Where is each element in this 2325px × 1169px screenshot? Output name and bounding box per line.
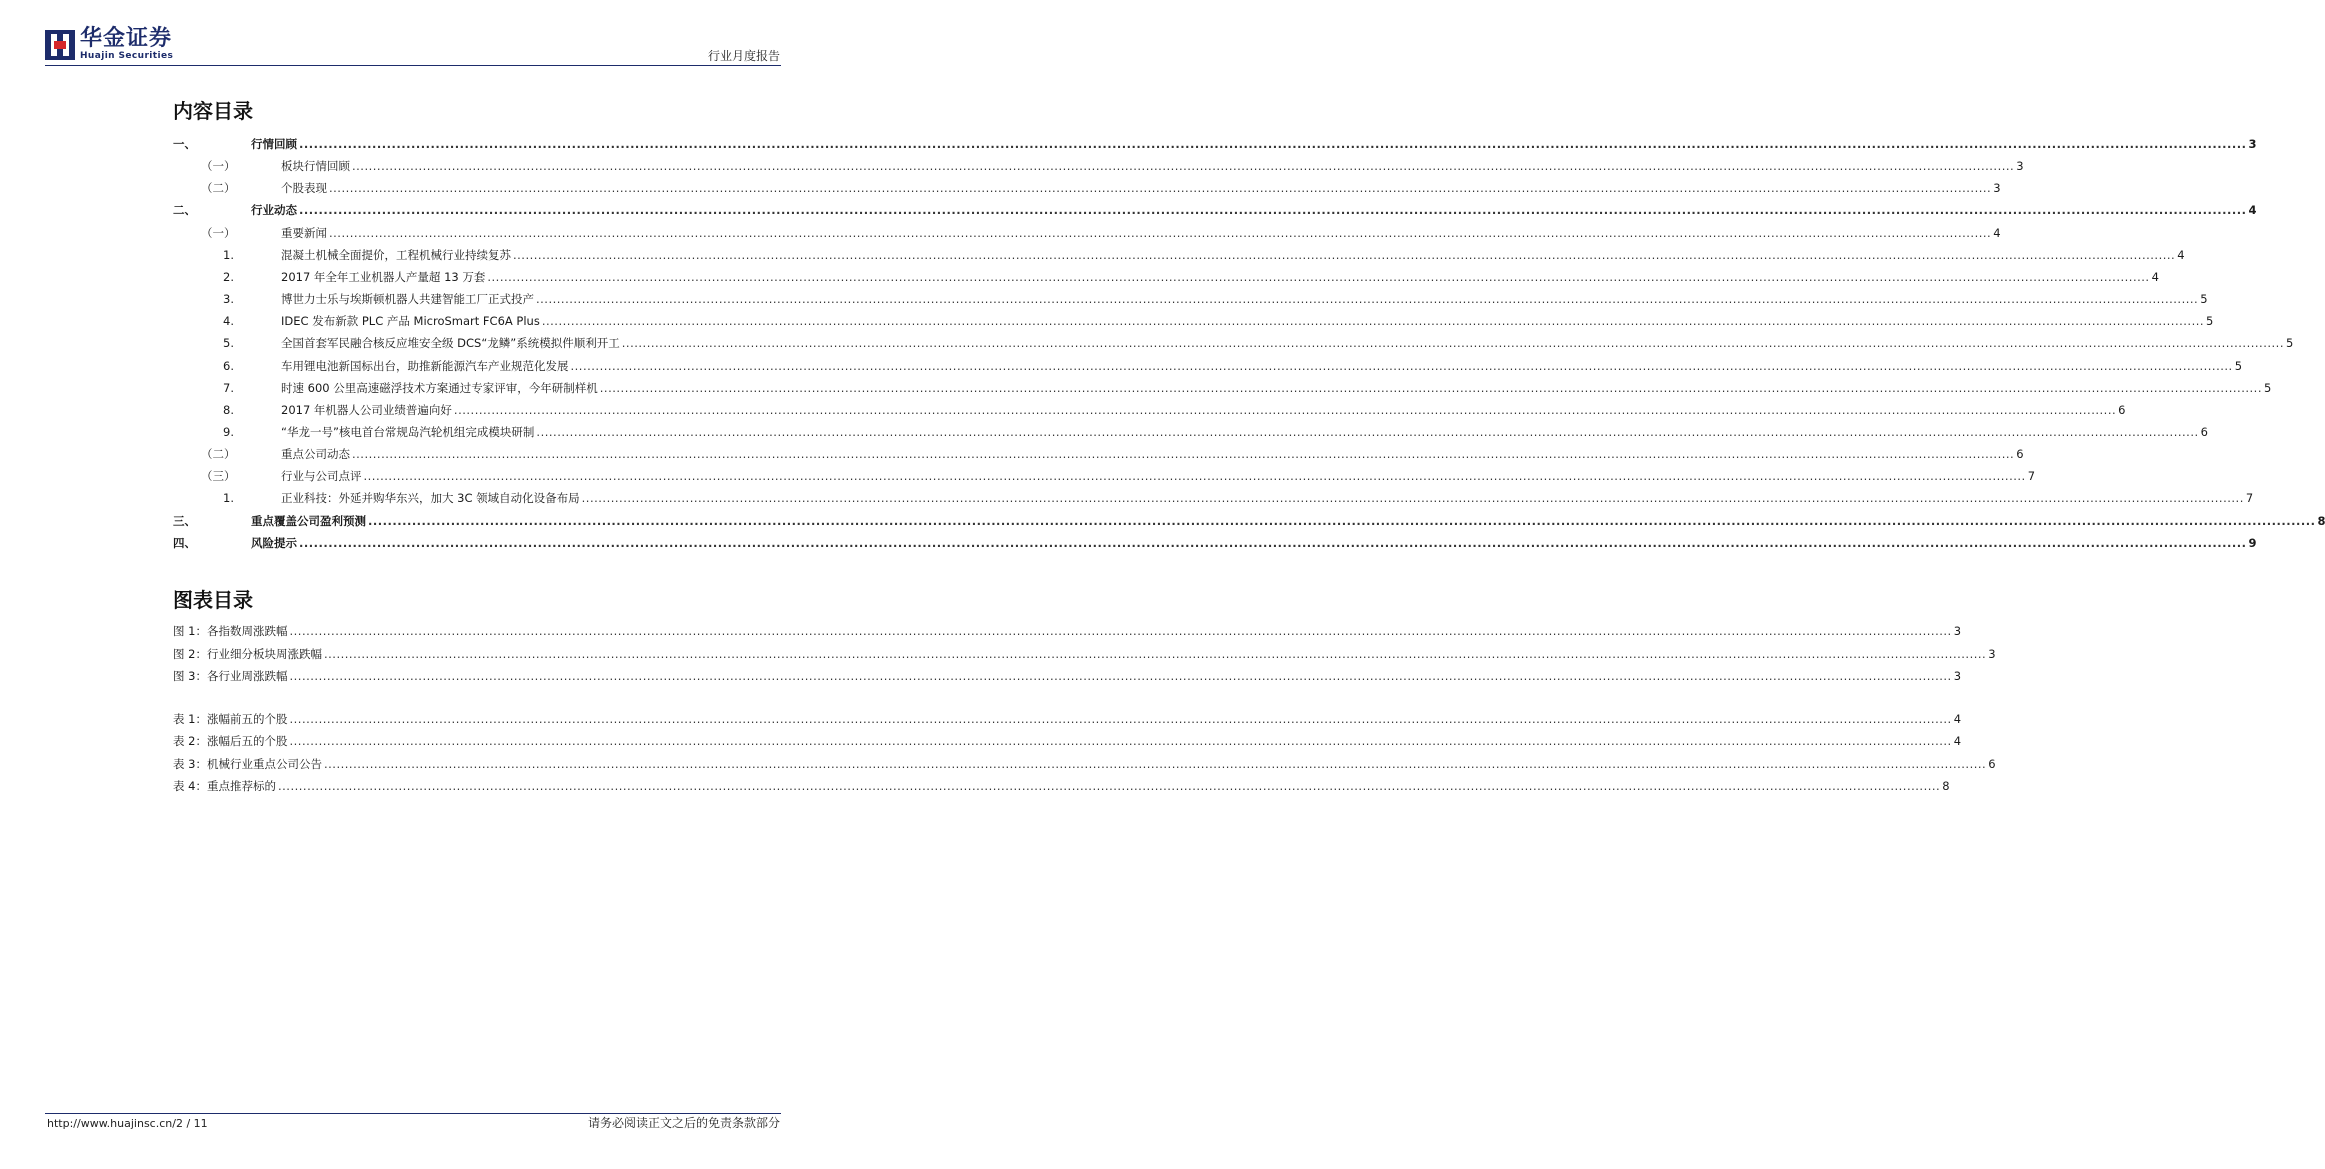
toc-entry-label: 个股表现 bbox=[281, 181, 327, 196]
table-entry[interactable] bbox=[173, 711, 1962, 727]
figure-entry[interactable] bbox=[173, 623, 1962, 639]
dot-leader: ................................................................................................................................................................................................................................................................................................................................................................................................................ bbox=[536, 292, 2199, 307]
toc-entry[interactable] bbox=[173, 402, 2126, 418]
dot-leader: ................................................................................................................................................................................................................................................................................................................................................................................................................ bbox=[513, 247, 2176, 262]
dot-leader: ................................................................................................................................................................................................................................................................................................................................................................................................................ bbox=[621, 336, 2284, 351]
toc-entry[interactable] bbox=[173, 158, 2024, 174]
toc-entry-label: “华龙一号”核电首台常规岛汽轮机组完成模块研制 bbox=[281, 424, 535, 439]
toc-entry-page: 3 bbox=[1953, 669, 1962, 683]
dot-leader: ................................................................................................................................................................................................................................................................................................................................................................................................................ bbox=[363, 469, 2026, 484]
toc-entry-page: 4 bbox=[2151, 269, 2159, 284]
toc-entry-number: 7. bbox=[223, 380, 234, 395]
toc-title: 内容目录 bbox=[173, 99, 253, 123]
brand-name-en: Huajin Securities bbox=[80, 51, 174, 61]
toc-entry-page: 6 bbox=[2118, 402, 2126, 417]
toc-entry-number: （一） bbox=[201, 159, 236, 174]
dot-leader: ................................................................................................................................................................................................................................................................................................................................................................................................................ bbox=[289, 712, 1952, 726]
toc-entry-number: 二、 bbox=[173, 203, 196, 218]
dot-leader: ................................................................................................................................................................................................................................................................................................................................................................................................................ bbox=[352, 159, 2015, 174]
toc-entry[interactable] bbox=[173, 513, 2325, 529]
toc-entry-number: 3. bbox=[223, 292, 234, 307]
toc-entry-number: 1. bbox=[223, 247, 234, 262]
toc-entry[interactable] bbox=[173, 202, 2257, 218]
toc-entry[interactable] bbox=[173, 490, 2254, 506]
figure-entry[interactable] bbox=[173, 646, 1996, 662]
toc-entry-page: 8 bbox=[2317, 513, 2325, 528]
table-entry[interactable] bbox=[173, 733, 1962, 749]
dot-leader: ................................................................................................................................................................................................................................................................................................................................................................................................................ bbox=[487, 269, 2150, 284]
dot-leader: ................................................................................................................................................................................................................................................................................................................................................................................................................ bbox=[299, 535, 2247, 550]
toc-entry-page: 3 bbox=[1953, 624, 1962, 638]
toc-entry-label: 时速 600 公里高速磁浮技术方案通过专家评审，今年研制样机 bbox=[281, 380, 598, 395]
toc-entry-page: 7 bbox=[2245, 491, 2254, 506]
toc-entry-page: 3 bbox=[2248, 137, 2257, 151]
toc-entry-label: 2017 年机器人公司业绩普遍向好 bbox=[281, 402, 452, 417]
toc-entry-label: 重点覆盖公司盈利预测 bbox=[251, 513, 366, 528]
toc-entry-page: 4 bbox=[2248, 203, 2257, 218]
dot-leader: ................................................................................................................................................................................................................................................................................................................................................................................................................ bbox=[277, 778, 1941, 793]
dot-leader: ................................................................................................................................................................................................................................................................................................................................................................................................................ bbox=[541, 314, 2205, 329]
toc-entry-number: 2. bbox=[223, 269, 234, 284]
figure-entry[interactable] bbox=[173, 668, 1962, 684]
dot-leader: ................................................................................................................................................................................................................................................................................................................................................................................................................ bbox=[329, 225, 1992, 240]
document-type: 行业月度报告 bbox=[707, 49, 780, 63]
toc-entry-page: 9 bbox=[2248, 535, 2257, 550]
toc-entry[interactable] bbox=[173, 269, 2159, 285]
figure-list-title: 图表目录 bbox=[173, 588, 253, 612]
table-entry[interactable] bbox=[173, 778, 1950, 794]
footer-url-page: http://www.huajinsc.cn/2 / 11 bbox=[47, 1117, 208, 1130]
toc-entry-label: 表 3：机械行业重点公司公告 bbox=[173, 756, 322, 771]
toc-entry-page: 3 bbox=[2016, 159, 2024, 174]
toc-entry-number: 8. bbox=[223, 402, 234, 417]
toc-entry-page: 5 bbox=[2234, 358, 2243, 373]
toc-entry-number: 三、 bbox=[173, 513, 196, 528]
toc-entry-page: 5 bbox=[2263, 380, 2272, 395]
toc-entry-label: 板块行情回顾 bbox=[281, 159, 350, 174]
toc-entry-page: 3 bbox=[1988, 646, 1996, 661]
header-divider bbox=[45, 65, 781, 66]
toc-entry-page: 6 bbox=[2016, 447, 2024, 462]
toc-entry-label: 表 4：重点推荐标的 bbox=[173, 778, 276, 793]
dot-leader: ................................................................................................................................................................................................................................................................................................................................................................................................................ bbox=[323, 756, 1987, 771]
toc-entry[interactable] bbox=[173, 180, 2001, 196]
toc-entry[interactable] bbox=[173, 380, 2272, 396]
dot-leader: ................................................................................................................................................................................................................................................................................................................................................................................................................ bbox=[536, 424, 2199, 439]
toc-entry[interactable] bbox=[173, 225, 2001, 241]
toc-entry-page: 4 bbox=[1993, 225, 2001, 240]
toc-entry-label: 重要新闻 bbox=[281, 225, 327, 240]
table-entry[interactable] bbox=[173, 756, 1996, 772]
toc-entry-label: 图 1：各指数周涨跌幅 bbox=[173, 624, 288, 638]
toc-entry-label: 行业与公司点评 bbox=[281, 469, 362, 484]
toc-entry-number: 4. bbox=[223, 314, 234, 329]
toc-entry-label: IDEC 发布新款 PLC 产品 MicroSmart FC6A Plus bbox=[281, 314, 540, 329]
toc-entry-number: 1. bbox=[223, 491, 234, 506]
footer-divider bbox=[45, 1113, 781, 1114]
toc-entry-label: 图 3：各行业周涨跌幅 bbox=[173, 669, 288, 683]
toc-entry[interactable] bbox=[173, 535, 2257, 551]
toc-entry-page: 7 bbox=[2027, 469, 2036, 484]
dot-leader: ................................................................................................................................................................................................................................................................................................................................................................................................................ bbox=[299, 203, 2247, 218]
toc-entry-page: 4 bbox=[1953, 712, 1962, 726]
dot-leader: ................................................................................................................................................................................................................................................................................................................................................................................................................ bbox=[368, 513, 2316, 528]
huajin-logo-icon bbox=[45, 30, 75, 60]
toc-entry[interactable] bbox=[173, 446, 2024, 462]
toc-entry-label: 图 2：行业细分板块周涨跌幅 bbox=[173, 646, 322, 661]
toc-entry-label: 表 2：涨幅后五的个股 bbox=[173, 734, 288, 749]
toc-entry-page: 4 bbox=[1953, 734, 1962, 749]
toc-entry-label: 风险提示 bbox=[251, 535, 297, 550]
toc-entry[interactable] bbox=[173, 247, 2185, 263]
dot-leader: ................................................................................................................................................................................................................................................................................................................................................................................................................ bbox=[453, 402, 2117, 417]
toc-entry-page: 5 bbox=[2206, 314, 2214, 329]
toc-entry-number: （二） bbox=[201, 181, 236, 196]
toc-entry[interactable] bbox=[173, 424, 2208, 440]
dot-leader: ................................................................................................................................................................................................................................................................................................................................................................................................................ bbox=[352, 447, 2015, 462]
toc-entry-number: 6. bbox=[223, 358, 234, 373]
toc-entry-page: 3 bbox=[1993, 181, 2001, 196]
toc-entry[interactable] bbox=[173, 468, 2036, 484]
dot-leader: ................................................................................................................................................................................................................................................................................................................................................................................................................ bbox=[323, 646, 1987, 661]
dot-leader: ................................................................................................................................................................................................................................................................................................................................................................................................................ bbox=[289, 669, 1952, 683]
toc-entry-page: 6 bbox=[2200, 424, 2208, 439]
toc-entry-number: 9. bbox=[223, 424, 234, 439]
toc-entry[interactable] bbox=[173, 358, 2243, 374]
toc-entry-page: 4 bbox=[2177, 247, 2185, 262]
toc-entry-number: 一、 bbox=[173, 137, 196, 151]
toc-entry-number: 5. bbox=[223, 336, 234, 351]
toc-entry-label: 混凝土机械全面提价，工程机械行业持续复苏 bbox=[281, 247, 511, 262]
dot-leader: ................................................................................................................................................................................................................................................................................................................................................................................................................ bbox=[599, 380, 2262, 395]
toc-entry[interactable] bbox=[173, 136, 2257, 152]
toc-entry-label: 表 1：涨幅前五的个股 bbox=[173, 712, 288, 726]
toc-entry-page: 8 bbox=[1942, 778, 1950, 793]
toc-entry-label: 车用锂电池新国标出台，助推新能源汽车产业规范化发展 bbox=[281, 358, 569, 373]
dot-leader: ................................................................................................................................................................................................................................................................................................................................................................................................................ bbox=[299, 137, 2247, 151]
dot-leader: ................................................................................................................................................................................................................................................................................................................................................................................................................ bbox=[289, 624, 1952, 638]
toc-entry-page: 5 bbox=[2200, 292, 2208, 307]
toc-entry-page: 5 bbox=[2285, 336, 2294, 351]
toc-entry[interactable] bbox=[173, 335, 2294, 351]
toc-entry-page: 6 bbox=[1988, 756, 1996, 771]
toc-entry-number: （三） bbox=[201, 469, 236, 484]
brand-name-cn: 华金证券 bbox=[80, 26, 173, 51]
dot-leader: ................................................................................................................................................................................................................................................................................................................................................................................................................ bbox=[329, 181, 1992, 196]
toc-entry[interactable] bbox=[173, 313, 2214, 329]
toc-entry[interactable] bbox=[173, 291, 2208, 307]
dot-leader: ................................................................................................................................................................................................................................................................................................................................................................................................................ bbox=[289, 734, 1952, 749]
toc-entry-label: 正业科技：外延并购华东兴，加大 3C 领域自动化设备布局 bbox=[281, 491, 580, 506]
toc-entry-label: 全国首套军民融合核反应堆安全级 DCS“龙鳞”系统模拟件顺利开工 bbox=[281, 336, 620, 351]
toc-entry-number: 四、 bbox=[173, 535, 196, 550]
toc-entry-label: 重点公司动态 bbox=[281, 447, 350, 462]
footer-disclaimer: 请务必阅读正文之后的免责条款部分 bbox=[587, 1116, 780, 1130]
toc-entry-label: 2017 年全年工业机器人产量超 13 万套 bbox=[281, 269, 486, 284]
toc-entry-number: （一） bbox=[201, 225, 236, 240]
toc-entry-label: 行业动态 bbox=[251, 203, 297, 218]
toc-entry-label: 行情回顾 bbox=[251, 137, 297, 151]
toc-entry-label: 博世力士乐与埃斯顿机器人共建智能工厂正式投产 bbox=[281, 292, 534, 307]
toc-entry-number: （二） bbox=[201, 447, 236, 462]
dot-leader: ................................................................................................................................................................................................................................................................................................................................................................................................................ bbox=[570, 358, 2233, 373]
dot-leader: ................................................................................................................................................................................................................................................................................................................................................................................................................ bbox=[581, 491, 2244, 506]
